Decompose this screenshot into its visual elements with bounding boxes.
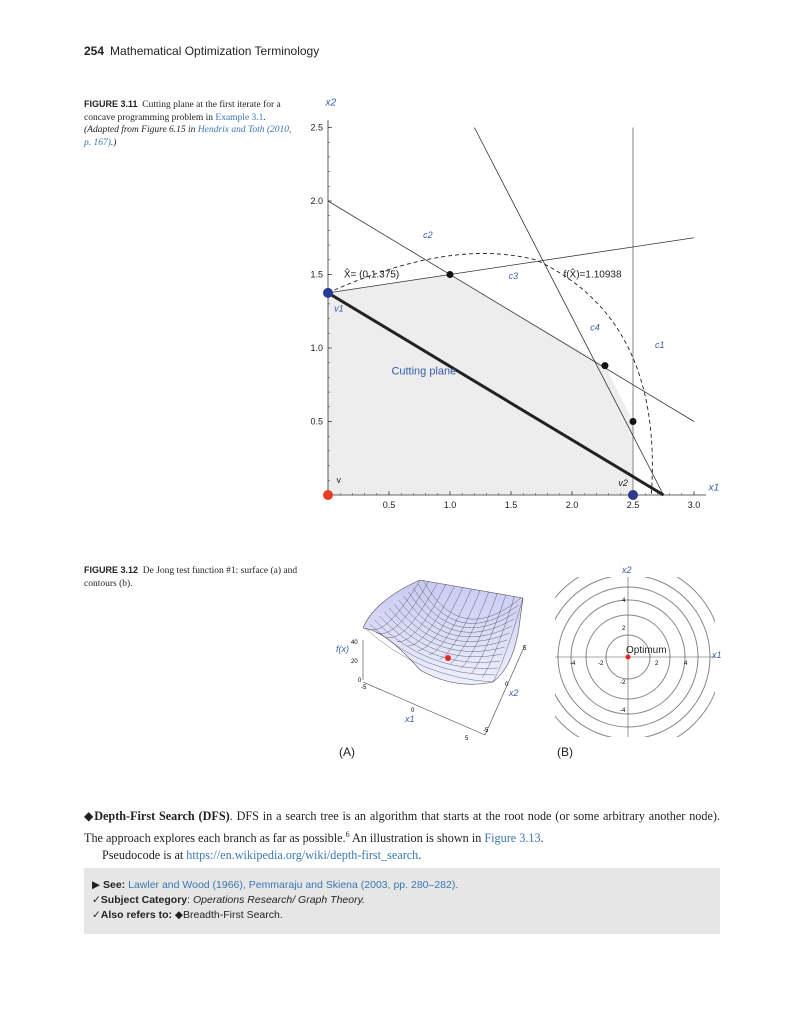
example-link[interactable]: Example 3.1 (215, 112, 264, 123)
optimum-label: Optimum (626, 645, 667, 656)
see-line (92, 878, 720, 893)
x2-label: x2 (509, 688, 519, 698)
vertex-point (628, 490, 638, 500)
figure-label: FIGURE 3.12 (84, 565, 139, 575)
y-tick: 5 (523, 646, 527, 652)
panel-a-tag: (A) (339, 745, 355, 759)
x1-label: x1 (405, 714, 415, 724)
caption-text: Cutting plane at the first iterate for a concave programming problem in (84, 100, 281, 123)
y-tick: 2 (622, 626, 626, 632)
z-axis-label: f(x) (336, 644, 349, 654)
x-tick-label: 0.5 (382, 500, 396, 510)
v-label: v (336, 475, 342, 486)
intersection-point (447, 271, 454, 278)
c1-label: c1 (654, 340, 665, 350)
running-head (84, 44, 319, 58)
z-tick: 20 (351, 659, 358, 665)
x-tick: -2 (598, 661, 604, 667)
c4-label: c4 (590, 322, 600, 333)
y-tick-label: 2.0 (310, 196, 323, 206)
diamond-icon: ◆ (84, 809, 95, 823)
c3-label: c3 (508, 270, 519, 281)
see-label: ▶ See: (92, 879, 126, 891)
x-tick: 0 (411, 708, 415, 714)
x1-label: x1 (712, 650, 722, 660)
footnote-marker[interactable]: 6 (345, 829, 350, 839)
entry-text: An illustration is shown in (349, 830, 485, 845)
z-tick: 0 (358, 678, 362, 684)
v2-label: v2 (618, 478, 628, 489)
cutting-plane-label: Cutting plane (391, 365, 457, 378)
subject-line: ✓Subject Category: Operations Research/ Graph Theory. (92, 894, 365, 906)
reference-link[interactable]: Hendrix and Toth (2010, p. 167) (84, 125, 292, 148)
contour-plot (540, 560, 730, 765)
y-tick-label: 2.5 (310, 122, 323, 133)
minimum-point (445, 655, 451, 661)
cutting-plane-chart (300, 95, 730, 525)
entry-text: Pseudocode is at (102, 848, 187, 863)
subject-text: Operations Research/ Graph Theory. (193, 894, 365, 906)
pseudocode-paragraph (84, 847, 720, 865)
y-tick: -2 (620, 680, 626, 686)
figure-label: FIGURE 3.11 (84, 99, 138, 109)
intersection-point (601, 362, 608, 369)
surface-mesh (363, 580, 523, 684)
entry-text: . DFS in a search tree is an algorithm that starts at the root node (or some arbitrary another node). The approach explores each branch as far as possible. (84, 809, 720, 845)
y-tick: -5 (483, 728, 489, 734)
pseudocode-url[interactable]: https://en.wikipedia.org/wiki/depth-first_search (186, 848, 419, 863)
x-tick-label: 1.0 (443, 500, 457, 510)
x-tick-label: 2.0 (565, 500, 579, 510)
subject-label: ✓Subject Category (92, 894, 188, 906)
y-tick-label: 1.0 (310, 343, 323, 353)
x-tick-label: 1.5 (504, 500, 518, 510)
see-also-box (84, 868, 720, 934)
running-title: Mathematical Optimization Terminology (110, 44, 320, 58)
y-tick: -4 (620, 708, 626, 714)
page-number: 254 (84, 44, 105, 58)
x-tick-label: 2.5 (626, 500, 640, 510)
figure-3-12-caption (84, 564, 299, 590)
x-tick: -5 (361, 685, 367, 691)
x-hat-label: X̂= (0,1.375) (343, 269, 400, 281)
y-tick: 4 (622, 598, 626, 604)
x2-label: x2 (622, 565, 632, 575)
origin-point (323, 490, 333, 500)
v1-label: v1 (334, 303, 344, 314)
c2-label: c2 (423, 229, 433, 240)
line-c3 (328, 238, 694, 293)
x-axis-label: x1 (708, 482, 720, 494)
figure-3-11-caption (84, 98, 299, 149)
y-tick-label: 0.5 (310, 416, 323, 427)
entry-paragraph (84, 808, 720, 847)
entry-term: Depth-First Search (DFS) (94, 809, 230, 823)
y-axis-label: x2 (325, 97, 337, 109)
surface-plot (325, 560, 540, 765)
figure-link[interactable]: Figure 3.13 (484, 830, 541, 845)
x-tick: 2 (655, 661, 659, 667)
panel-b-tag: (B) (557, 745, 573, 759)
caption-text: .) (110, 137, 117, 148)
intersection-point (630, 418, 637, 425)
caption-text: . (Adapted from Figure 6.15 in (84, 112, 266, 135)
x-tick-label: 3.0 (687, 500, 701, 510)
dfs-entry (84, 808, 720, 865)
f-x-hat-label: f(X̂)=1.10938 (563, 269, 622, 281)
entry-text: . (540, 830, 544, 845)
x-tick: 5 (465, 736, 469, 742)
also-label: ✓Also refers to: (92, 909, 172, 921)
entry-text: . (418, 848, 422, 863)
y-tick: 0 (505, 682, 509, 688)
y-tick-label: 1.5 (310, 269, 323, 280)
x-tick: -4 (570, 661, 576, 667)
x-axis-3d (363, 682, 485, 735)
see-references[interactable]: Lawler and Wood (1966), Pemmaraju and Skiena (2003, pp. 280–282). (128, 879, 459, 891)
also-text[interactable]: ◆Breadth-First Search. (174, 909, 283, 921)
also-line (92, 908, 720, 923)
caption-text: De Jong test function #1: surface (a) and contours (b). (84, 566, 298, 589)
vertex-point (323, 288, 333, 298)
x-tick: 4 (684, 661, 688, 667)
z-tick: 40 (351, 640, 358, 646)
